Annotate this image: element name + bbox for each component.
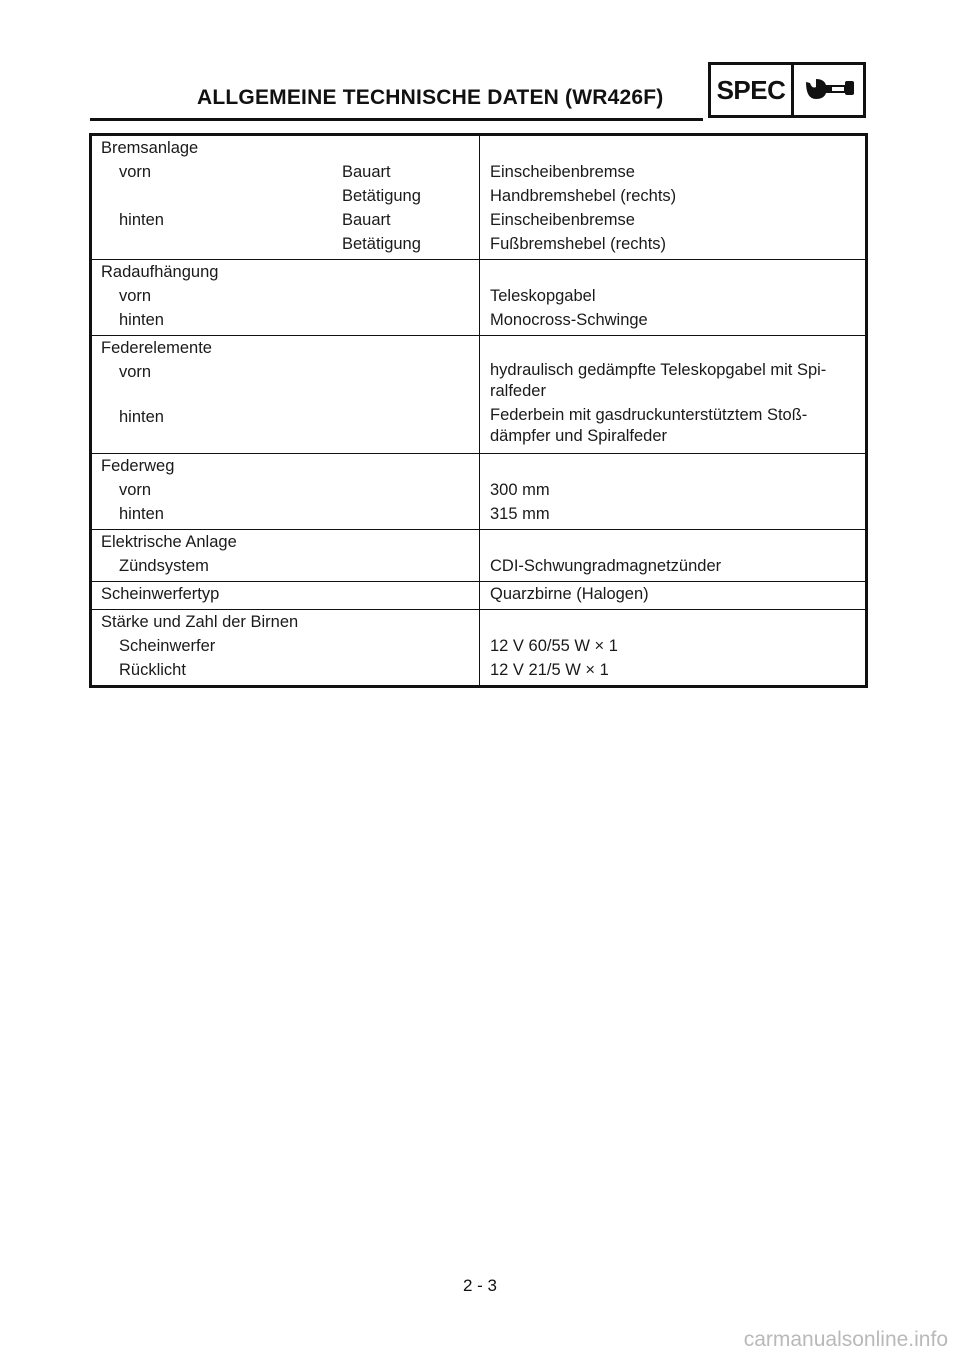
row-label: hinten [119,311,164,329]
row-param: Betätigung [342,187,421,205]
spec-badge [708,62,866,118]
row-value: 300 mm [490,481,550,499]
group-heading: Stärke und Zahl der Birnen [101,613,299,631]
group-federelemente [92,335,865,453]
group-heading: Radaufhängung [101,263,219,281]
row-value: Monocross-Schwinge [490,311,648,329]
row-value: 315 mm [490,505,550,523]
watermark: carmanualsonline.info [743,1328,948,1351]
row-label: Scheinwerfer [119,637,216,655]
row-param: Bauart [342,163,391,181]
row-value: 12 V 21/5 W × 1 [490,661,609,679]
row-value: Quarzbirne (Halogen) [490,585,649,603]
row-value: Handbremshebel (rechts) [490,187,677,205]
row-value: Einscheibenbremse [490,211,635,229]
group-heading: Federelemente [101,339,212,357]
group-heading: Bremsanlage [101,139,199,157]
row-param: Bauart [342,211,391,229]
row-label: hinten [119,211,164,229]
row-value: 12 V 60/55 W × 1 [490,637,618,655]
group-heading: Federweg [101,457,175,475]
wrench-icon [802,73,856,107]
group-radaufhaengung [92,259,865,335]
row-value: CDI-Schwungradmagnetzünder [490,557,722,575]
row-value: Federbein mit gasdruckunterstütztem Stoß- dämpfer und Spiralfeder [490,406,808,445]
row-label: Rücklicht [119,661,186,679]
group-elektrik [92,529,865,581]
page-number: 2 - 3 [462,1276,498,1295]
group-birnen [92,609,865,685]
row-label: hinten [119,408,164,426]
page-title: ALLGEMEINE TECHNISCHE DATEN (WR426F) [197,86,664,109]
row-label: hinten [119,505,164,523]
group-heading: Elektrische Anlage [101,533,237,551]
row-value: Fußbremshebel (rechts) [490,235,667,253]
row-value: hydraulisch gedämpfte Teleskopgabel mit Spi- ralfeder [490,361,827,400]
row-param: Betätigung [342,235,421,253]
row-label: vorn [119,163,152,181]
spec-table [89,133,868,688]
row-label: Zündsystem [119,557,209,575]
group-scheinwerfertyp [92,581,865,609]
spec-icon-cell [794,65,863,115]
row-label: vorn [119,363,152,381]
spec-label: SPEC [711,65,794,115]
row-label: vorn [119,287,152,305]
title-underline [90,118,703,121]
row-value: Teleskopgabel [490,287,596,305]
row-value: Einscheibenbremse [490,163,635,181]
group-federweg [92,453,865,529]
group-bremsanlage [92,136,865,259]
row-label: vorn [119,481,152,499]
group-heading: Scheinwerfertyp [101,585,220,603]
